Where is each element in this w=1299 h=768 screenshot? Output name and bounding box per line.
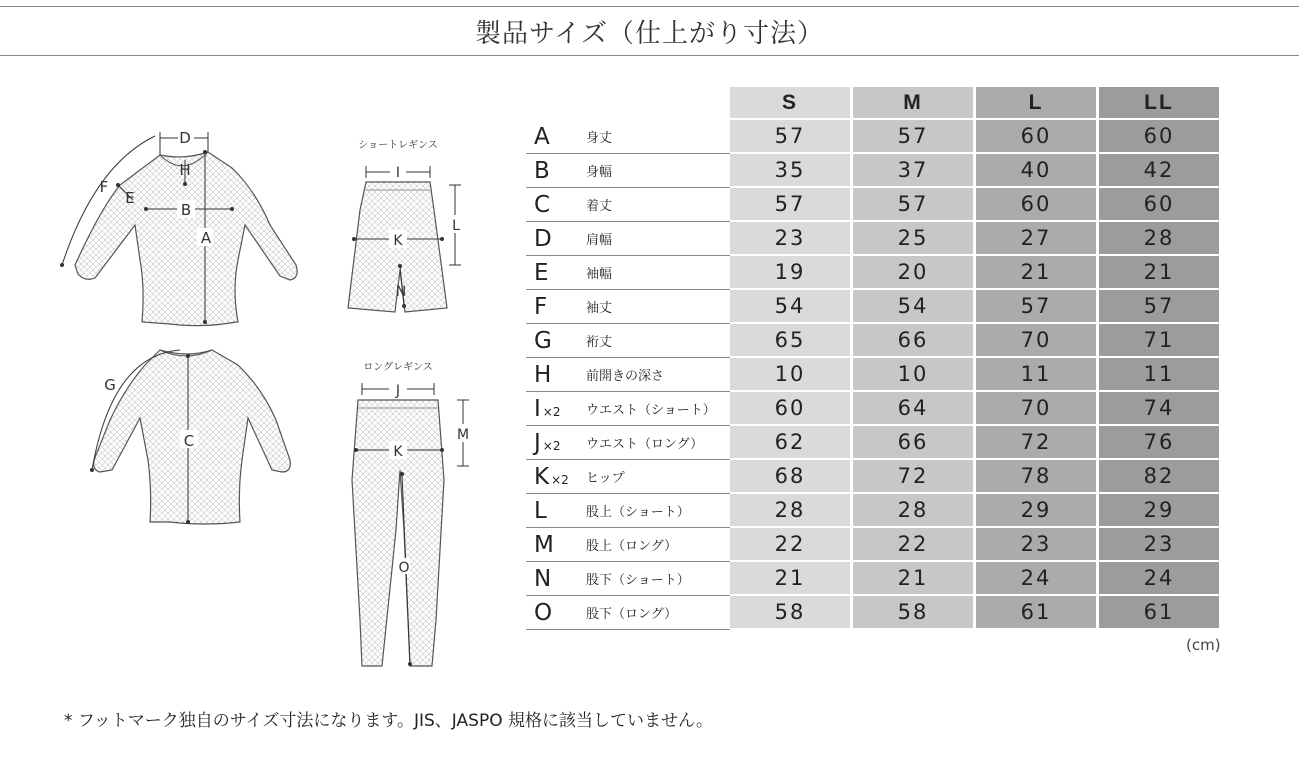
label-B: B: [180, 201, 192, 219]
shirt-front-illustration: [60, 129, 297, 326]
size-value-cell: 37: [853, 154, 973, 188]
short-leggings-title: ショートレギンス: [358, 140, 438, 151]
row-key-letter: J: [534, 429, 541, 456]
size-value-cell: 24: [1099, 562, 1219, 596]
size-value-cell: 57: [853, 188, 973, 222]
row-key-letter: I: [534, 395, 541, 422]
size-value-cell: 68: [730, 460, 850, 494]
row-label: 身幅: [586, 154, 730, 188]
row-key: [526, 460, 586, 494]
size-value-cell: 57: [730, 120, 850, 154]
row-key-letter: C: [534, 191, 551, 218]
table-row: [526, 120, 1219, 154]
row-label: 着丈: [586, 188, 730, 222]
row-key-letter: E: [534, 259, 549, 286]
row-label: 袖丈: [586, 290, 730, 324]
size-value-cell: 22: [730, 528, 850, 562]
unit-label: (cm): [1186, 636, 1221, 654]
size-value-cell: 29: [976, 494, 1096, 528]
row-key-multiplier: ×2: [542, 438, 561, 453]
table-row: [526, 324, 1219, 358]
size-value-cell: 21: [976, 256, 1096, 290]
size-value-cell: 78: [976, 460, 1096, 494]
size-value-cell: 11: [976, 358, 1096, 392]
label-L: L: [452, 218, 460, 234]
header-size-m: M: [853, 87, 973, 120]
size-value-cell: 27: [976, 222, 1096, 256]
table-row: [526, 154, 1219, 188]
row-key-letter: F: [534, 293, 548, 320]
size-value-cell: 64: [853, 392, 973, 426]
label-H: H: [179, 161, 191, 179]
row-label: 前開きの深さ: [586, 358, 730, 392]
row-label: 股上（ロング）: [586, 528, 730, 562]
row-key-letter: D: [534, 225, 552, 252]
size-value-cell: 20: [853, 256, 973, 290]
row-label: 身丈: [586, 120, 730, 154]
table-row: [526, 222, 1219, 256]
row-key: [526, 426, 586, 460]
header-blank: [526, 87, 730, 120]
row-key-letter: H: [534, 361, 552, 388]
size-value-cell: 72: [853, 460, 973, 494]
table-row: [526, 460, 1219, 494]
size-value-cell: 19: [730, 256, 850, 290]
row-label: 股上（ショート）: [586, 494, 730, 528]
table-row: [526, 494, 1219, 528]
size-value-cell: 40: [976, 154, 1096, 188]
row-key: [526, 562, 586, 596]
shirt-back-illustration: [90, 350, 290, 524]
size-value-cell: 22: [853, 528, 973, 562]
label-C: C: [183, 432, 195, 450]
row-label: ウエスト（ショート）: [586, 392, 730, 426]
row-key-letter: A: [534, 123, 550, 150]
garment-illustrations: [0, 60, 520, 680]
header-size-s: S: [730, 87, 850, 120]
row-key-multiplier: ×2: [551, 472, 569, 487]
size-value-cell: 21: [730, 562, 850, 596]
size-value-cell: 70: [976, 392, 1096, 426]
size-value-cell: 25: [853, 222, 973, 256]
row-key-letter: G: [534, 327, 552, 354]
size-value-cell: 61: [1099, 596, 1219, 630]
row-key: [526, 290, 586, 324]
table-row: [526, 596, 1219, 630]
size-value-cell: 65: [730, 324, 850, 358]
size-value-cell: 28: [1099, 222, 1219, 256]
size-value-cell: 72: [976, 426, 1096, 460]
row-key-letter: O: [534, 599, 553, 626]
table-row: [526, 426, 1219, 460]
size-value-cell: 61: [976, 596, 1096, 630]
row-key: [526, 528, 586, 562]
size-value-cell: 60: [730, 392, 850, 426]
size-value-cell: 54: [730, 290, 850, 324]
size-value-cell: 54: [853, 290, 973, 324]
footnote: * フットマーク独自のサイズ寸法になります。JIS、JASPO 規格に該当していません。: [64, 711, 714, 731]
row-key: [526, 222, 586, 256]
size-value-cell: 57: [730, 188, 850, 222]
size-value-cell: 76: [1099, 426, 1219, 460]
size-value-cell: 57: [976, 290, 1096, 324]
size-value-cell: 28: [853, 494, 973, 528]
table-row: [526, 562, 1219, 596]
size-value-cell: 71: [1099, 324, 1219, 358]
row-key-letter: M: [534, 531, 554, 558]
label-I: I: [395, 165, 401, 181]
table-row: [526, 290, 1219, 324]
size-value-cell: 23: [730, 222, 850, 256]
short-leggings-illustration: [348, 139, 463, 312]
row-key: [526, 324, 586, 358]
label-N: N: [395, 284, 407, 300]
row-label: 股下（ショート）: [586, 562, 730, 596]
size-value-cell: 60: [1099, 188, 1219, 222]
size-value-cell: 24: [976, 562, 1096, 596]
row-key-letter: L: [534, 497, 547, 524]
row-label: 裄丈: [586, 324, 730, 358]
size-value-cell: 70: [976, 324, 1096, 358]
header-size-l: L: [976, 87, 1096, 120]
row-key: [526, 154, 586, 188]
label-J: J: [395, 383, 401, 399]
row-key: [526, 596, 586, 630]
size-value-cell: 62: [730, 426, 850, 460]
page-title: [0, 6, 1299, 56]
label-E: E: [125, 189, 135, 207]
row-label: ウエスト（ロング）: [586, 426, 730, 460]
page-title-text: 製品サイズ（仕上がり寸法）: [475, 18, 824, 49]
size-value-cell: 42: [1099, 154, 1219, 188]
size-value-cell: 21: [1099, 256, 1219, 290]
size-value-cell: 66: [853, 324, 973, 358]
row-label: ヒップ: [586, 460, 730, 494]
size-value-cell: 21: [853, 562, 973, 596]
size-value-cell: 60: [976, 120, 1096, 154]
label-A: A: [200, 229, 212, 247]
size-value-cell: 29: [1099, 494, 1219, 528]
row-key-letter: N: [534, 565, 552, 592]
size-value-cell: 60: [976, 188, 1096, 222]
size-value-cell: 57: [853, 120, 973, 154]
size-value-cell: 10: [730, 358, 850, 392]
row-key: [526, 494, 586, 528]
row-label: 肩幅: [586, 222, 730, 256]
row-label: 股下（ロング）: [586, 596, 730, 630]
size-value-cell: 58: [853, 596, 973, 630]
row-key: [526, 120, 586, 154]
label-K: K: [393, 233, 403, 249]
label-O: O: [398, 560, 410, 576]
size-value-cell: 82: [1099, 460, 1219, 494]
size-value-cell: 10: [853, 358, 973, 392]
long-leggings-illustration: [352, 361, 471, 666]
size-value-cell: 57: [1099, 290, 1219, 324]
label-G: G: [104, 376, 116, 394]
size-header-row: [526, 87, 1219, 120]
size-value-cell: 60: [1099, 120, 1219, 154]
size-value-cell: 58: [730, 596, 850, 630]
row-key-letter: B: [534, 157, 550, 184]
table-row: [526, 358, 1219, 392]
size-value-cell: 35: [730, 154, 850, 188]
size-value-cell: 66: [853, 426, 973, 460]
table-row: [526, 528, 1219, 562]
long-leggings-title: ロングレギンス: [363, 362, 433, 373]
row-key: [526, 256, 586, 290]
size-value-cell: 23: [1099, 528, 1219, 562]
size-value-cell: 23: [976, 528, 1096, 562]
row-label: 袖幅: [586, 256, 730, 290]
label-F: F: [99, 178, 109, 196]
row-key-multiplier: ×2: [542, 404, 561, 419]
label-D: D: [179, 129, 191, 147]
size-value-cell: 11: [1099, 358, 1219, 392]
row-key: [526, 358, 586, 392]
row-key: [526, 392, 586, 426]
row-key: [526, 188, 586, 222]
size-value-cell: 74: [1099, 392, 1219, 426]
row-key-letter: K: [534, 463, 550, 490]
table-row: [526, 188, 1219, 222]
size-value-cell: 28: [730, 494, 850, 528]
header-size-ll: LL: [1099, 87, 1219, 120]
table-row: [526, 392, 1219, 426]
label-K-long: K: [393, 444, 403, 460]
label-M: M: [456, 427, 470, 443]
table-row: [526, 256, 1219, 290]
size-table: [526, 87, 1219, 630]
